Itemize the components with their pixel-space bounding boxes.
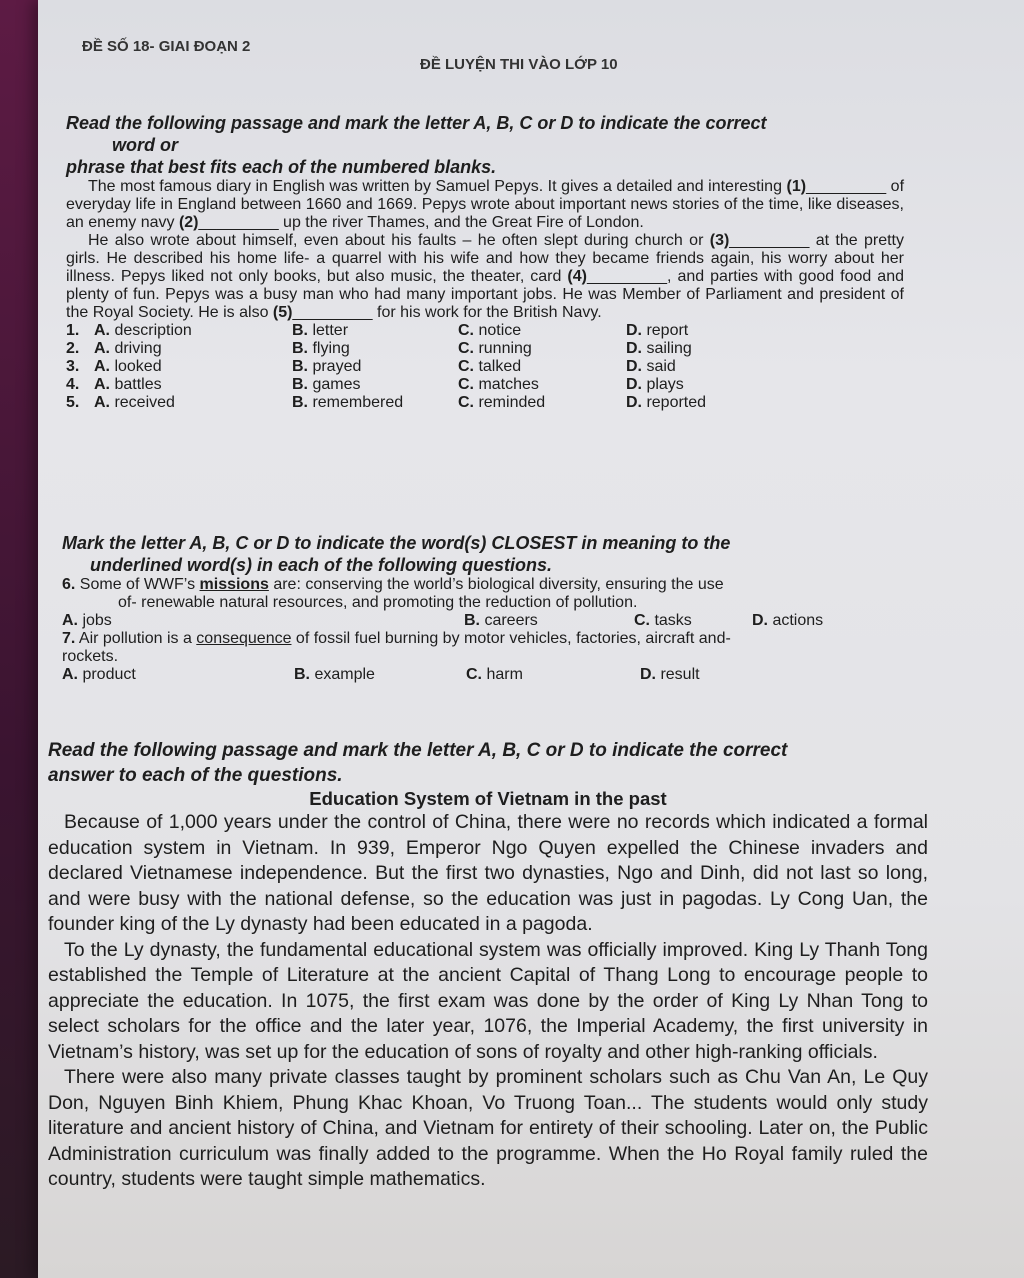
option-7b: B. example bbox=[294, 666, 375, 683]
option-4c: C. matches bbox=[458, 376, 539, 393]
passage-paragraph-2: To the Ly dynasty, the fundamental educational system was officially improved. King Ly Thanh Tong established the Temple of Literature at the ancient Capital of Thang Long to encourage people to appreciate the education. In 1075, the first exam was done by the order of King Ly Nhan Tong to select scholars for the office and the later year, 1076, the Imperial Academy, the first university in Vietnam’s history, was set up for the education of sons of royalty and other high-ranking officials. bbox=[48, 938, 928, 1063]
header-right: ĐỀ LUYỆN THI VÀO LỚP 10 bbox=[420, 56, 618, 73]
option-1c: C. notice bbox=[458, 322, 522, 339]
option-2d: D. sailing bbox=[626, 340, 692, 357]
option-2c: C. running bbox=[458, 340, 532, 357]
option-2b: B. flying bbox=[292, 340, 350, 357]
option-6c: C. tasks bbox=[634, 612, 692, 629]
option-6b: B. careers bbox=[464, 612, 538, 629]
underlined-word-consequence: consequence bbox=[196, 630, 292, 647]
section-1-instruction: Read the following passage and mark the letter A, B, C or D to indicate the correct word or phrase that best fits each of the numbered blanks. bbox=[66, 113, 767, 177]
option-3b: B. prayed bbox=[292, 358, 362, 375]
header-left: ĐỀ SỐ 18- GIAI ĐOẠN 2 bbox=[82, 38, 251, 55]
option-6d: D. actions bbox=[752, 612, 824, 629]
option-5d: D. reported bbox=[626, 394, 707, 411]
option-3d: D. said bbox=[626, 358, 676, 375]
section-2 bbox=[62, 532, 904, 684]
option-1d: D. report bbox=[626, 322, 689, 339]
option-5c: C. reminded bbox=[458, 394, 546, 411]
question-7-options bbox=[62, 666, 904, 684]
option-3c: C. talked bbox=[458, 358, 522, 375]
question-6-options bbox=[62, 612, 904, 630]
section-1 bbox=[66, 112, 904, 412]
question-6: 6. Some of WWF’s missions are: conserving the world’s biological diversity, ensuring the use of- renewable natural resources, and promoting the reduction of pollution. bbox=[62, 576, 724, 611]
passage-title: Education System of Vietnam in the past bbox=[309, 788, 667, 809]
option-4b: B. games bbox=[292, 376, 361, 393]
option-4a: 4. A. battles bbox=[66, 376, 162, 393]
cloze-paragraph-1: The most famous diary in English was written by Samuel Pepys. It gives a detailed and interesting (1)_________ of everyday life in England between 1660 and 1669. Pepys wrote about important news stories of the time, like diseases, an enemy navy (2)_________ up the river Thames, and the Great Fire of London. bbox=[66, 178, 905, 231]
option-5a: 5. A. received bbox=[66, 394, 175, 411]
cloze-paragraph-2: He also wrote about himself, even about his faults – he often slept during church or (3)_________ at the pretty girls. He described his home life- a quarrel with his wife and how they became friends again, his worry about her illness. Pepys liked not only books, but also music, the theater, card (4)_________, and parties with good food and plenty of fun. Pepys was a busy man who had many important jobs. He was Member of Parliament and president of the Royal Society. He is also (5)_________ for his work for the British Navy. bbox=[66, 232, 904, 321]
passage-paragraph-3: There were also many private classes taught by prominent scholars such as Chu Van An, Le Quy Don, Nguyen Binh Khiem, Phung Khac Khoan, Vo Truong Toan... The students would only study literature and ancient history of China, and Vietnam for entirety of their schooling. Later on, the Public Administration curriculum was finally added to the programme. When the Ho Royal family ruled the country, students were taught simple mathematics. bbox=[48, 1066, 928, 1190]
section-3-instruction: Read the following passage and mark the letter A, B, C or D to indicate the correct answer to each of the questions. bbox=[48, 740, 788, 786]
section-2-instruction: Mark the letter A, B, C or D to indicate the word(s) CLOSEST in meaning to the underlined word(s) in each of the following questions. bbox=[62, 533, 731, 575]
option-1a: 1. A. description bbox=[66, 322, 192, 339]
option-5b: B. remembered bbox=[292, 394, 404, 411]
option-4d: D. plays bbox=[626, 376, 684, 393]
passage-paragraph-1: Because of 1,000 years under the control of China, there were no records which indicated a formal education system in Vietnam. In 939, Emperor Ngo Quyen expelled the Chinese invaders and declared Vietnamese independence. But the first two dynasties, Ngo and Dinh, did not last so long, and were busy with the national defense, so the education was just in pagodas. Ly Cong Uan, the founder king of the Ly dynasty had been educated in a pagoda. bbox=[48, 811, 928, 935]
option-7a: A. product bbox=[62, 666, 136, 683]
option-1b: B. letter bbox=[292, 322, 349, 339]
option-7c: C. harm bbox=[466, 666, 523, 683]
option-2a: 2. A. driving bbox=[66, 340, 162, 357]
option-3a: 3. A. looked bbox=[66, 358, 162, 375]
option-7d: D. result bbox=[640, 666, 700, 683]
underlined-word-missions: missions bbox=[199, 576, 269, 593]
option-6a: A. jobs bbox=[62, 612, 112, 629]
question-7: 7. Air pollution is a consequence of fossil fuel burning by motor vehicles, factories, aircraft and- rockets. bbox=[62, 630, 731, 665]
answer-options-1-5 bbox=[66, 322, 904, 412]
section-3 bbox=[48, 738, 928, 1193]
